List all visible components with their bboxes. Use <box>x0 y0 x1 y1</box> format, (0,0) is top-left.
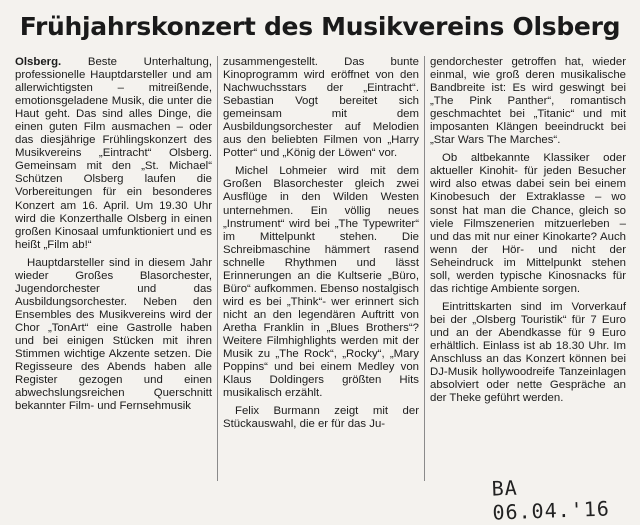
article-column-2 <box>217 56 424 481</box>
article-headline: Frühjahrskonzert des Musikvereins Olsberg <box>19 12 621 41</box>
article-paragraph <box>15 56 212 252</box>
article-paragraph: gendorchester getroffen hat, wieder einmal, wie groß deren musikalische Bandbreite ist: Es wird geswingt bei „The Pink Panther“, romantisch geschmachtet bei „Titanic“ und mit imposanten Klängen beeindruckt bei „Star Wars The Marches“. <box>430 56 626 147</box>
article-paragraph: Hauptdarsteller sind in diesem Jahr wieder Großes Blasorchester, Jugendorchester und das Ausbildungsorchester. Neben den Ensembles des Musikvereins wird der Chor „TonArt“ eine Gastrolle haben und bei einigen Stücken mit ihren Stimmen wichtige Akzente setzen. Die Regisseure des Abends haben alle Register gezogen und einen abwechslungsreichen Querschnitt bekannter Film- und Fernsehmusik <box>15 256 212 413</box>
dateline: Olsberg. <box>15 56 62 68</box>
article-paragraph: zusammengestellt. Das bunte Kinoprogramm wird eröffnet von den Nachwuchsstars der „Eintracht“. Sebastian Vogt bereitet sich gemeinsam mit dem Ausbildungsorchester auf Melodien aus den beliebten Filmen von „Harry Potter“ und „König der Löwen“ vor. <box>223 56 419 160</box>
handwritten-date-note: BA 06.04.'16 <box>491 475 611 525</box>
paragraph-text: Beste Unterhaltung, professionelle Hauptdarsteller und am allerwichtigsten – mitreißende, emotionsgeladene Musik, die unter die Haut geht. Das sind alles Dinge, die einen guten Film ausmachen – oder das diesjährige Frühlingskonzert des Musikvereins „Eintracht“ Olsberg. Gemeinsam mit den „St. Michael“ Schützen Olsberg laufen die Vorbereitungen für ein besonderes Konzert am 16. April. Um 19.30 Uhr wird die Konzerthalle Olsberg in einen großen Kinosaal umfunktioniert und es heißt „Film ab!“ <box>15 56 213 251</box>
article-body <box>10 56 632 481</box>
article-paragraph: Ob altbekannte Klassiker oder aktueller Kinohit- für jeden Besucher wird also etwas dabei sein bei einem Kinobesuch der Extraklasse – wo sonst hat man die Chance, gleich so viele Filmszenerien mitzuerleben – und das mit nur einer Kinokarte? Auch wenn der Hör- und nicht der Seheindruck im Mittelpunkt stehen soll, werden typische Kinosnacks für das richtige Ambiente sorgen. <box>430 152 626 295</box>
article-column-1 <box>10 56 217 481</box>
article-column-3 <box>424 56 631 481</box>
article-paragraph: Eintrittskarten sind im Vorverkauf bei der „Olsberg Touristik“ für 7 Euro und an der Abendkasse für 9 Euro erhältlich. Einlass ist ab 18.30 Uhr. Im Anschluss an das Konzert können bei DJ-Musik hollywoodreife Tanzeinlagen absolviert oder nette Gespräche an der Theke geführt werden. <box>430 300 626 405</box>
article-paragraph: Michel Lohmeier wird mit dem Großen Blasorchester gleich zwei Ausflüge in den Wilden Westen unternehmen. Ein völlig neues „Instrument“ wird bei „The Typewriter“ im Mittelpunkt stehen. Die Schreibmaschine hämmert rasend schnelle Rhythmen und lässt Erinnerungen an die Kultserie „Büro, Büro“ aufkommen. Ebenso nostalgisch wird es bei „Think“- wer erinnert sich nicht an den legendären Auftritt von Aretha Franklin in „Blues Brothers“? Weitere Filmhighlights werden mit der Musik zu „The Rock“, „Rocky“, „Mary Poppins“ und bei einem Medley von Klaus Doldingers größten Hits musikalisch erzählt. <box>223 165 419 400</box>
article-paragraph: Felix Burmann zeigt mit der Stückauswahl, die er für das Ju- <box>223 405 419 431</box>
